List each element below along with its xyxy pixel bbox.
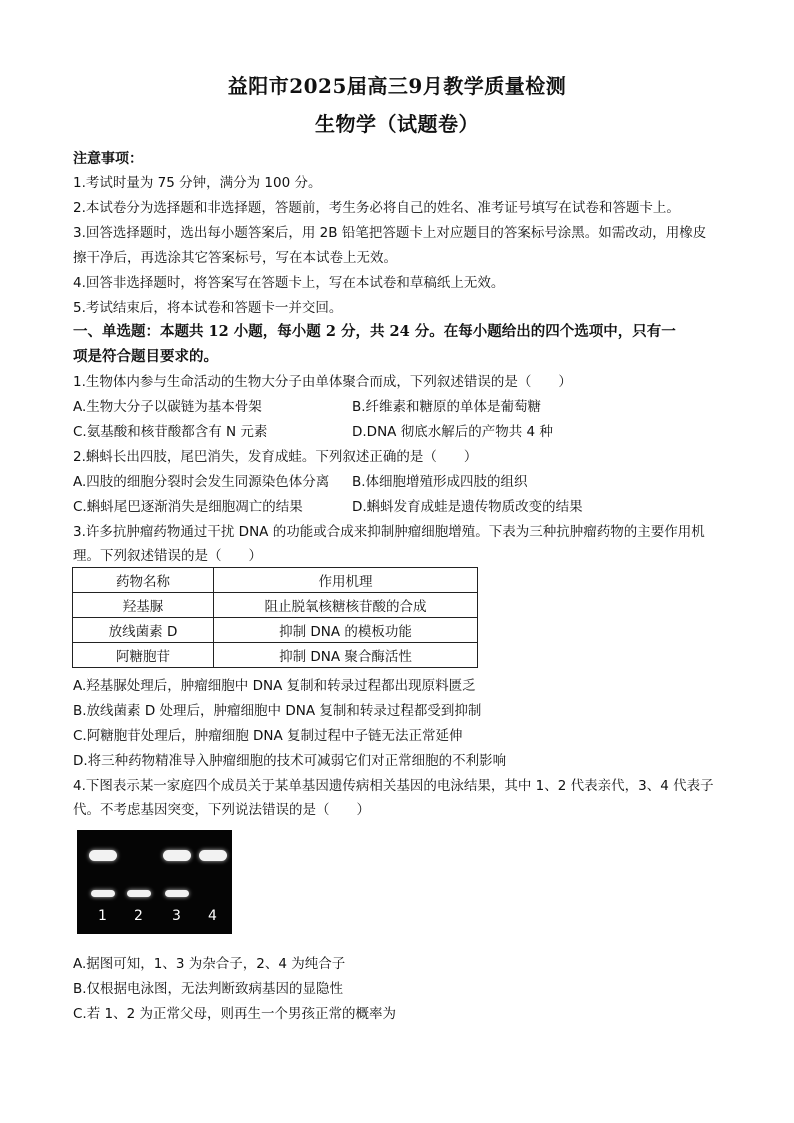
table-cell: 抑制 DNA 聚合酶活性 [214, 643, 478, 668]
notice-item: 5.考试结束后，将本试卷和答题卡一并交回。 [73, 300, 343, 316]
question-1-option-b: B.纤维素和糖原的单体是葡萄糖 [352, 399, 542, 415]
question-2-stem: 2.蝌蚪长出四肢，尾巴消失，发育成蛙。下列叙述正确的是（ ） [73, 449, 478, 465]
question-2-option-b: B.体细胞增殖形成四肢的组织 [352, 474, 528, 490]
gel-lane-label: 2 [134, 908, 143, 924]
question-3-option-c: C.阿糖胞苷处理后，肿瘤细胞 DNA 复制过程中子链无法正常延伸 [73, 728, 463, 744]
question-1-option-c: C.氨基酸和核苷酸都含有 N 元素 [73, 424, 268, 440]
table-header-cell: 药物名称 [73, 568, 214, 593]
exam-subtitle: 生物学（试题卷） [315, 112, 479, 136]
question-3-stem-cont: 理。下列叙述错误的是（ ） [73, 548, 262, 564]
question-1-option-a: A.生物大分子以碳链为基本骨架 [73, 399, 262, 415]
gel-band-lane3-upper [163, 850, 191, 861]
gel-band-lane2-lower [127, 890, 151, 897]
table-row [73, 643, 478, 668]
table-cell: 阻止脱氧核糖核苷酸的合成 [214, 593, 478, 618]
gel-band-lane4-upper [199, 850, 227, 861]
table-cell: 放线菌素 D [73, 618, 214, 643]
section-heading: 一、单选题：本题共 12 小题，每小题 2 分，共 24 分。在每小题给出的四个选项中，只有一 [73, 323, 676, 340]
question-1-stem: 1.生物体内参与生命活动的生物大分子由单体聚合而成，下列叙述错误的是（ ） [73, 374, 572, 390]
question-3-option-a: A.羟基脲处理后，肿瘤细胞中 DNA 复制和转录过程都出现原料匮乏 [73, 678, 476, 694]
notice-item: 2.本试卷分为选择题和非选择题，答题前，考生务必将自己的姓名、准考证号填写在试卷和答题卡上。 [73, 200, 680, 216]
exam-title: 益阳市2025届高三9月教学质量检测 [227, 74, 567, 98]
electrophoresis-gel-image [77, 830, 232, 934]
question-4-option-a: A.据图可知，1、3 为杂合子，2、4 为纯合子 [73, 956, 346, 972]
notice-item: 1.考试时量为 75 分钟，满分为 100 分。 [73, 175, 322, 191]
gel-band-lane3-lower [165, 890, 189, 897]
table-cell: 羟基脲 [73, 593, 214, 618]
notice-item: 3.回答选择题时，选出每小题答案后，用 2B 铅笔把答题卡上对应题目的答案标号涂黑。如需改动，用橡皮 [73, 225, 707, 241]
gel-band-lane1-lower [91, 890, 115, 897]
question-3-option-b: B.放线菌素 D 处理后，肿瘤细胞中 DNA 复制和转录过程都受到抑制 [73, 703, 482, 719]
question-1-option-d: D.DNA 彻底水解后的产物共 4 种 [352, 424, 553, 440]
table-header-cell: 作用机理 [214, 568, 478, 593]
question-4-option-c: C.若 1、2 为正常父母，则再生一个男孩正常的概率为 [73, 1006, 396, 1022]
table-header-row [73, 568, 478, 593]
gel-lane-label: 4 [208, 908, 217, 924]
question-2-option-c: C.蝌蚪尾巴逐渐消失是细胞凋亡的结果 [73, 499, 303, 515]
drug-mechanism-table [72, 567, 478, 668]
table-cell: 抑制 DNA 的模板功能 [214, 618, 478, 643]
section-heading-cont: 项是符合题目要求的。 [73, 348, 218, 365]
table-cell: 阿糖胞苷 [73, 643, 214, 668]
notice-item: 4.回答非选择题时，将答案写在答题卡上，写在本试卷和草稿纸上无效。 [73, 275, 505, 291]
question-3-option-d: D.将三种药物精准导入肿瘤细胞的技术可减弱它们对正常细胞的不利影响 [73, 753, 507, 769]
table-row [73, 593, 478, 618]
table-row [73, 618, 478, 643]
question-2-option-d: D.蝌蚪发育成蛙是遗传物质改变的结果 [352, 499, 583, 515]
gel-lane-label: 3 [172, 908, 181, 924]
notice-item: 擦干净后，再选涂其它答案标号，写在本试卷上无效。 [73, 250, 397, 266]
gel-lane-label: 1 [98, 908, 107, 924]
gel-band-lane1-upper [89, 850, 117, 861]
question-4-stem: 4.下图表示某一家庭四个成员关于某单基因遗传病相关基因的电泳结果，其中 1、2 代表亲代，3、4 代表子 [73, 778, 714, 794]
question-4-option-b: B.仅根据电泳图，无法判断致病基因的显隐性 [73, 981, 344, 997]
question-4-stem-cont: 代。不考虑基因突变，下列说法错误的是（ ） [73, 802, 370, 818]
question-2-option-a: A.四肢的细胞分裂时会发生同源染色体分离 [73, 474, 330, 490]
notice-heading: 注意事项： [73, 151, 143, 167]
question-3-stem: 3.许多抗肿瘤药物通过干扰 DNA 的功能或合成来抑制肿瘤细胞增殖。下表为三种抗肿瘤药物的主要作用机 [73, 524, 705, 540]
